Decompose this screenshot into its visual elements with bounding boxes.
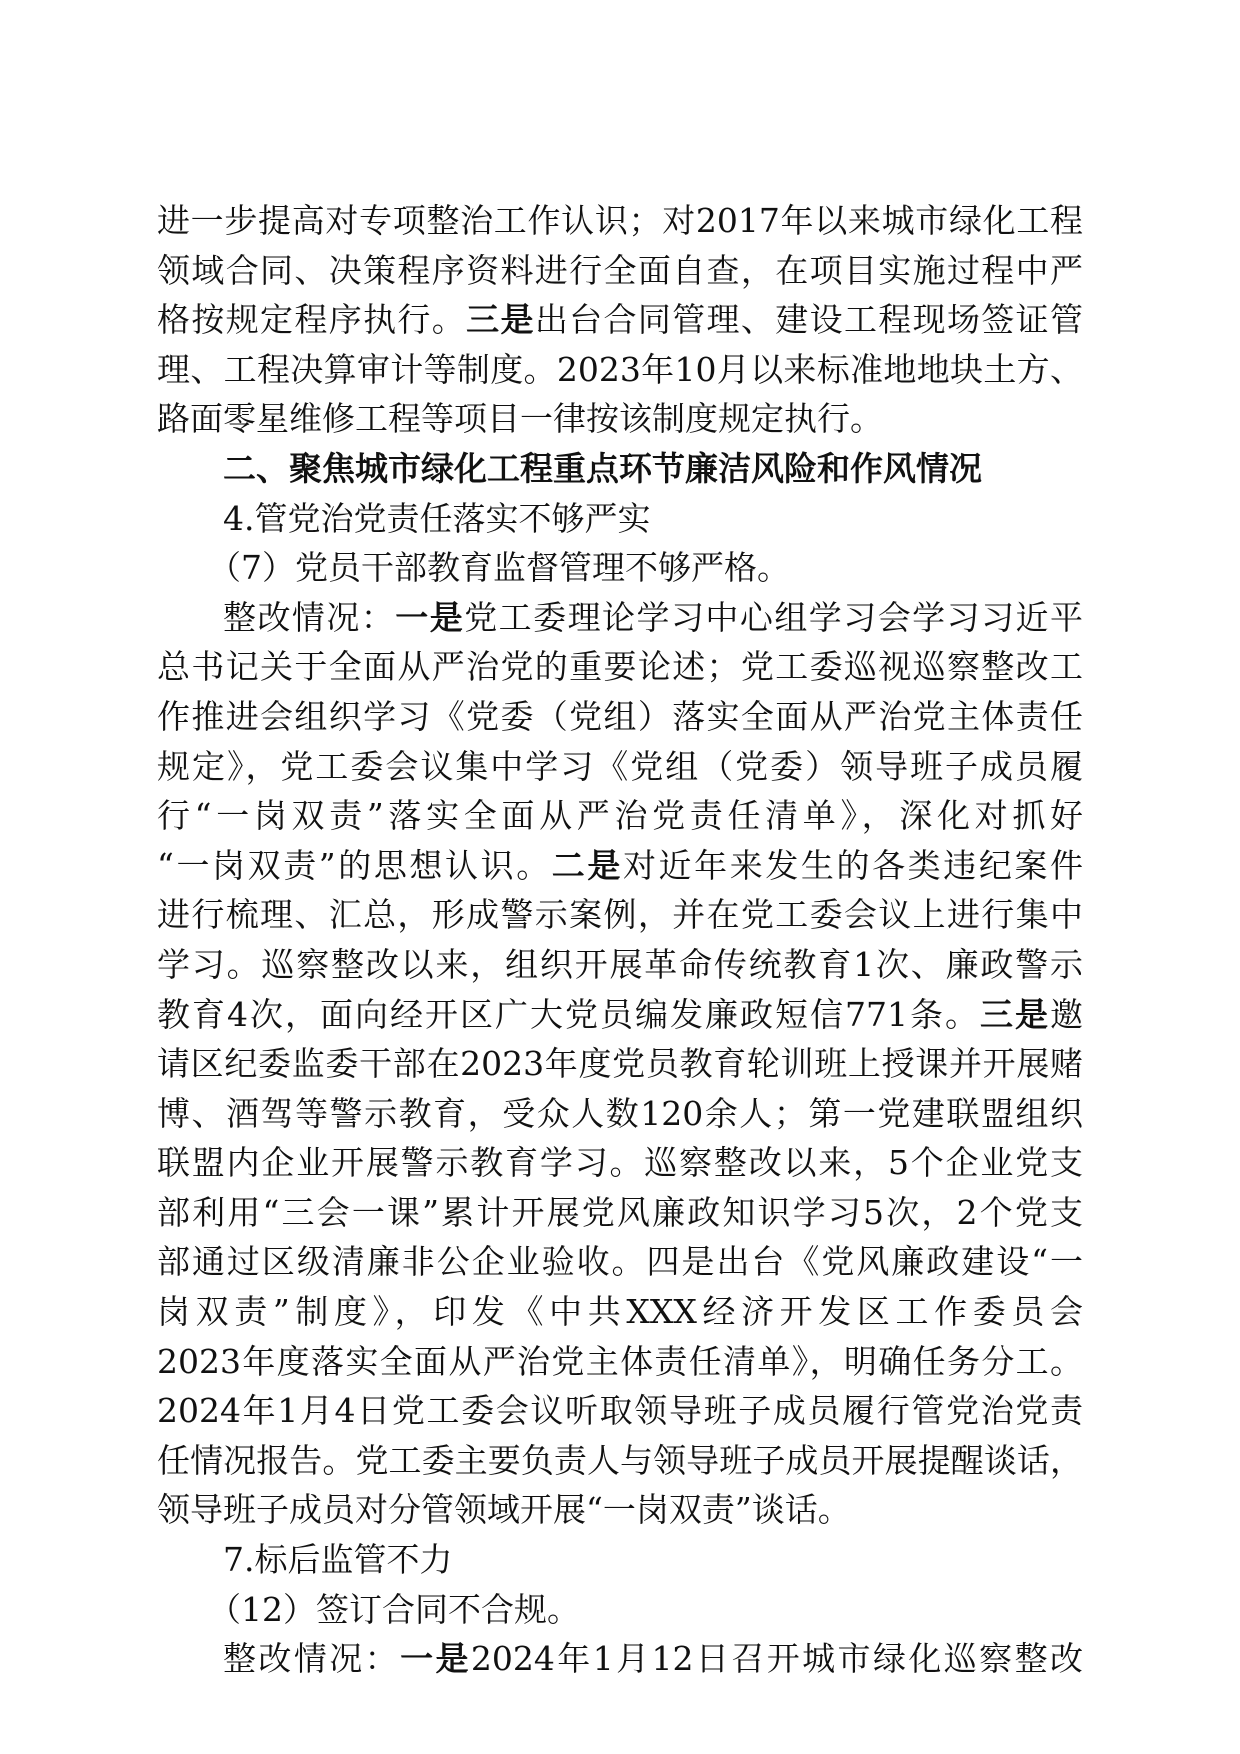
text-line: 岗双责”制度》，印发《中共XXX经济开发区工作委员会 — [157, 1292, 1083, 1332]
text-line: 领域合同、决策程序资料进行全面自查，在项目实施过程中严 — [157, 250, 1083, 290]
text-line — [157, 1634, 1083, 1684]
text-fragment: 出台合同管理、建设工程现场签证管 — [534, 300, 1084, 340]
bold-marker: 三是 — [466, 300, 535, 340]
text-line — [157, 841, 1083, 891]
label: 整改情况： — [223, 1639, 401, 1679]
text-line: 理、工程决算审计等制度。2023年10月以来标准地地块土方、 — [157, 349, 1083, 389]
text-line: 任情况报告。党工委主要负责人与领导班子成员开展提醒谈话， — [157, 1440, 1083, 1480]
bold-marker: 二是 — [551, 845, 623, 885]
text-line: 学习。巡察整改以来，组织开展革命传统教育1次、廉政警示 — [157, 944, 1083, 984]
text-line: 请区纪委监委干部在2023年度党员教育轮训班上授课并开展赌 — [157, 1044, 1083, 1084]
sub-item-heading: （7）党员干部教育监督管理不够严格。 — [208, 548, 790, 588]
text-line: 进一步提高对专项整治工作认识；对2017年以来城市绿化工程 — [157, 201, 1083, 240]
label: 整改情况： — [223, 597, 396, 637]
text-line: 2023年度落实全面从严治党主体责任清单》，明确任务分工。 — [157, 1341, 1083, 1381]
text-line: 部利用“三会一课”累计开展党风廉政知识学习5次，2个党支 — [157, 1192, 1083, 1232]
text-fragment: 教育4次，面向经开区广大党员编发廉政短信771条。 — [157, 994, 980, 1034]
bold-marker: 一是 — [395, 597, 465, 637]
text-line: 作推进会组织学习《党委（党组）落实全面从严治党主体责任 — [157, 696, 1083, 736]
section-heading: 二、聚焦城市绿化工程重点环节廉洁风险和作风情况 — [223, 448, 982, 488]
bold-marker: 一是 — [400, 1639, 471, 1679]
item-heading: 4.管党治党责任落实不够严实 — [223, 498, 651, 538]
text-line — [157, 295, 1083, 345]
text-line: 博、酒驾等警示教育，受众人数120余人；第一党建联盟组织 — [157, 1093, 1083, 1133]
text-line: 2024年1月4日党工委会议听取领导班子成员履行管党治党责 — [157, 1391, 1083, 1431]
text-line: 行“一岗双责”落实全面从严治党责任清单》，深化对抓好 — [157, 796, 1083, 836]
text-line: 路面零星维修工程等项目一律按该制度规定执行。 — [157, 399, 883, 439]
text-line: 领导班子成员对分管领域开展“一岗双责”谈话。 — [157, 1490, 851, 1530]
text-fragment: 邀 — [1050, 994, 1084, 1034]
text-fragment: 2024年1月12日召开城市绿化巡察整改 — [470, 1639, 1084, 1679]
text-fragment: 格按规定程序执行。 — [157, 300, 467, 340]
text-line: 进行梳理、汇总，形成警示案例，并在党工委会议上进行集中 — [157, 895, 1083, 935]
body-text — [157, 196, 1083, 1684]
text-line: 部通过区级清廉非公企业验收。四是出台《党风廉政建设“一 — [157, 1242, 1083, 1282]
bold-marker: 三是 — [980, 994, 1051, 1034]
text-line: 总书记关于全面从严治党的重要论述；党工委巡视巡察整改工 — [157, 647, 1083, 687]
item-heading: 7.标后监管不力 — [223, 1540, 453, 1580]
text-line — [157, 990, 1083, 1040]
text-fragment: 党工委理论学习中心组学习会学习习近平 — [464, 597, 1084, 637]
text-fragment: 对近年来发生的各类违纪案件 — [622, 845, 1084, 885]
text-line: 联盟内企业开展警示教育学习。巡察整改以来，5个企业党支 — [157, 1143, 1083, 1183]
text-fragment: “一岗双责”的思想认识。 — [157, 845, 552, 885]
sub-item-heading: （12）签订合同不合规。 — [208, 1589, 580, 1629]
text-line: 规定》，党工委会议集中学习《党组（党委）领导班子成员履 — [157, 746, 1083, 786]
text-line — [157, 593, 1083, 643]
